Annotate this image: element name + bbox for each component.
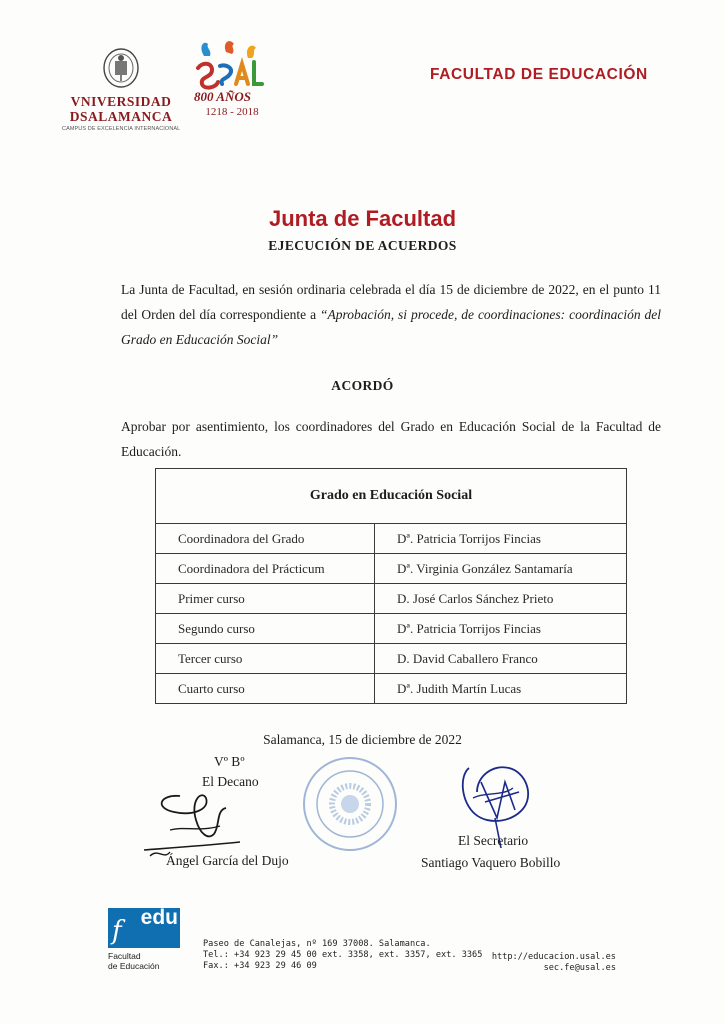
row-role: Segundo curso: [156, 614, 375, 644]
coordinators-table: [155, 468, 627, 704]
logo-caption-line1: Facultad: [108, 951, 141, 961]
faculty-logo: [108, 908, 180, 971]
dean-role: El Decano: [202, 774, 259, 789]
row-role: Tercer curso: [156, 644, 375, 674]
secretary-role: El Secretario: [458, 833, 529, 848]
footer-contact-block: [479, 952, 616, 974]
table-row: [156, 674, 627, 704]
logo-caption-line2: de Educación: [108, 961, 160, 971]
footer-address: Paseo de Canalejas, nº 169 37008. Salamanca.: [203, 939, 431, 949]
intro-text: La Junta de Facultad, en sesión ordinaria celebrada el día 15 de diciembre de 2022, en el punto 11 del Orden del día correspondiente a: [121, 282, 661, 322]
table-row: [156, 644, 627, 674]
table-row: [156, 614, 627, 644]
intro-paragraph: [121, 277, 661, 352]
footer-fax: Fax.: +34 923 29 46 09: [203, 961, 317, 971]
faculty-stamp-icon: [300, 754, 400, 854]
anniversary-years: 1218 - 2018: [205, 106, 259, 118]
table-title: Grado en Educación Social: [156, 469, 627, 524]
logo-word: edu: [140, 906, 178, 929]
page-title: Junta de Facultad: [268, 206, 457, 231]
row-name: Dª. Judith Martín Lucas: [375, 674, 627, 704]
university-seal-icon: [101, 46, 141, 90]
footer-address-block: [203, 939, 482, 972]
row-name: Dª. Patricia Torrijos Fincias: [375, 524, 627, 554]
table-row: [156, 524, 627, 554]
table-header-row: [156, 469, 627, 524]
table-row: [156, 584, 627, 614]
row-role: Primer curso: [156, 584, 375, 614]
footer-email-link[interactable]: sec.fe@usal.es: [543, 963, 616, 973]
agenda-item-quote: “Aprobación, si procede, de coordinaciones: coordinación del Grado en Educación Social”: [121, 307, 662, 347]
date-line: Salamanca, 15 de diciembre de 2022: [263, 732, 462, 747]
row-role: Coordinadora del Grado: [156, 524, 375, 554]
agreed-heading: ACORDÓ: [331, 378, 394, 393]
university-name-line1: VNIVERSIDAD: [70, 94, 172, 109]
row-role: Cuarto curso: [156, 674, 375, 704]
table-row: [156, 554, 627, 584]
university-logo: [62, 46, 180, 132]
approval-paragraph: Aprobar por asentimiento, los coordinadores del Grado en Educación Social de la Facultad de Educación.: [121, 419, 661, 459]
row-role: Coordinadora del Prácticum: [156, 554, 375, 584]
secretary-name: Santiago Vaquero Bobillo: [421, 855, 561, 870]
footer-phone: Tel.: +34 923 29 45 00 ext. 3358, ext. 3357, ext. 3365: [203, 950, 483, 960]
dean-name: Ángel García del Dujo: [166, 853, 289, 868]
anniversary-logo: [186, 38, 278, 118]
usal-flame-logo-icon: [190, 38, 274, 104]
row-name: Dª. Patricia Torrijos Fincias: [375, 614, 627, 644]
row-name: Dª. Virginia González Santamaría: [375, 554, 627, 584]
page-subtitle: EJECUCIÓN DE ACUERDOS: [268, 238, 457, 253]
dean-signature-icon: [140, 790, 250, 862]
footer-website-link[interactable]: http://educacion.usal.es: [491, 952, 616, 962]
faculty-logo-box: [108, 908, 180, 948]
vobo-label: Vº Bº: [214, 754, 245, 769]
logo-letter: f: [112, 916, 122, 946]
university-name-line2: DSALAMANCA: [69, 109, 173, 124]
anniversary-word: 800 AÑOS: [194, 89, 251, 104]
row-name: D. José Carlos Sánchez Prieto: [375, 584, 627, 614]
university-tagline: CAMPUS DE EXCELENCIA INTERNACIONAL: [62, 126, 181, 132]
faculty-header: FACULTAD DE EDUCACIÓN: [430, 66, 648, 83]
row-name: D. David Caballero Franco: [375, 644, 627, 674]
